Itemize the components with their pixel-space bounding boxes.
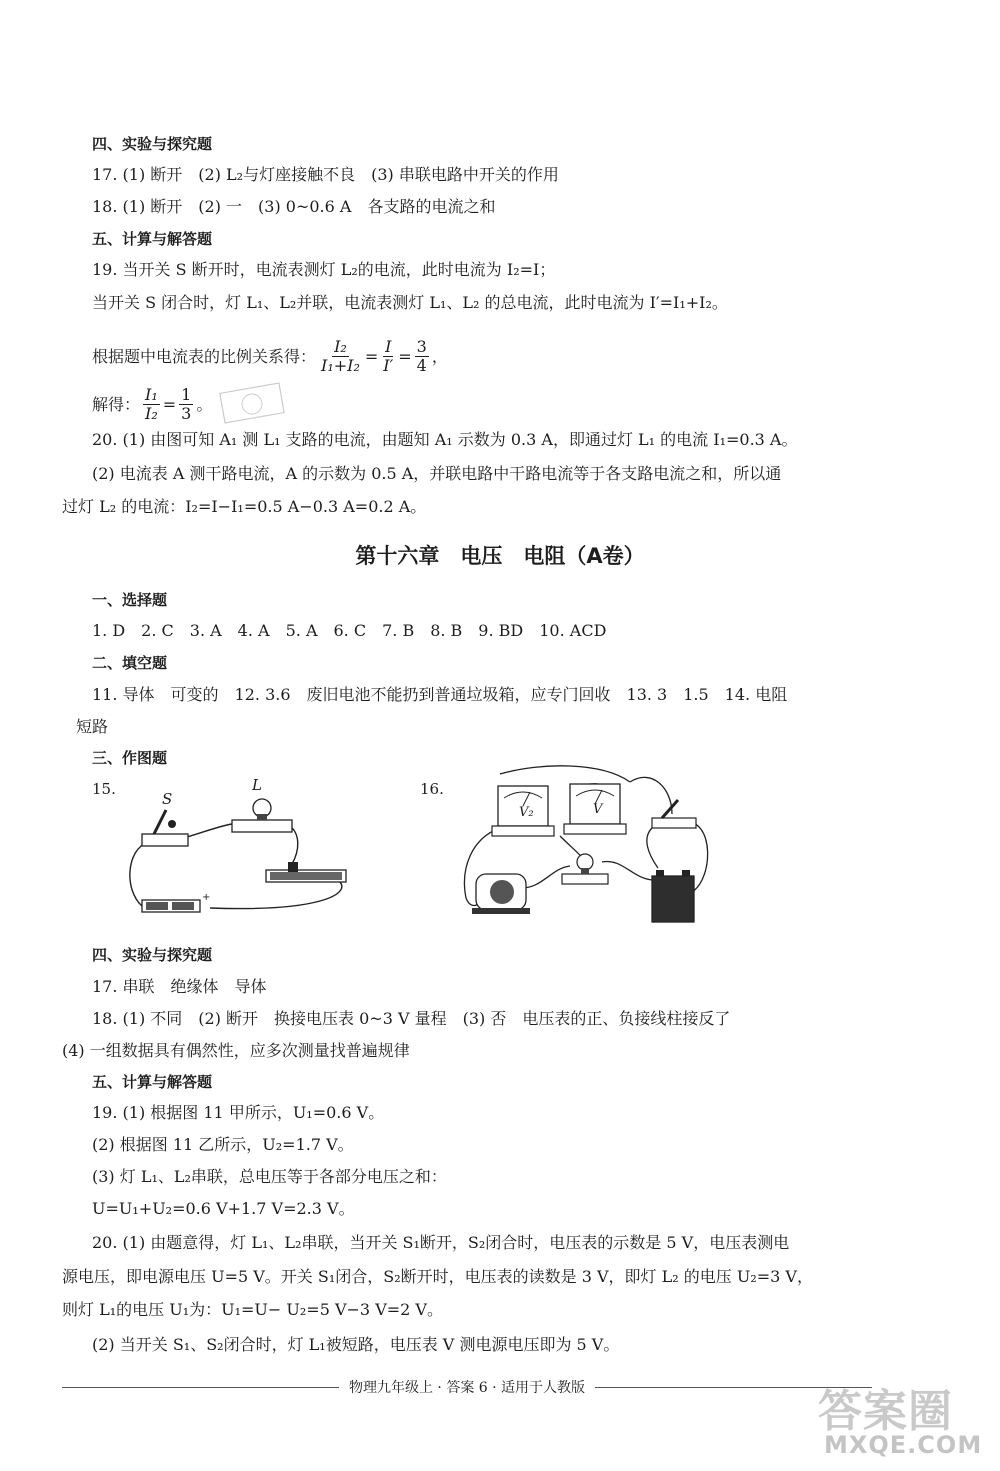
answer-line: 11. 导体 可变的 12. 3.6 废旧电池不能扔到普通垃圾箱，应专门回收 13. 3 1.5 14. 电阻 xyxy=(92,685,788,704)
page-footer xyxy=(62,1376,872,1398)
section-heading: 四、实验与探究题 xyxy=(92,135,213,153)
answer-line: (4) 一组数据具有偶然性，应多次测量找普遍规律 xyxy=(62,1041,410,1060)
equals-sign: = xyxy=(364,346,379,366)
switch-label: S xyxy=(162,790,173,808)
equals-sign: = xyxy=(398,346,412,366)
formula-line xyxy=(92,338,448,375)
watermark-logo xyxy=(810,1375,995,1467)
watermark-text: 答案圈 xyxy=(818,1386,953,1437)
lamp-label: L xyxy=(252,776,262,794)
fraction xyxy=(381,338,395,375)
period: 。 xyxy=(196,394,213,414)
answer-line: (3) 灯 L₁、L₂串联，总电压等于各部分电压之和： xyxy=(92,1167,447,1186)
answer-line: 17. (1) 断开 (2) L₂与灯座接触不良 (3) 串联电路中开关的作用 xyxy=(92,165,559,184)
section-heading: 二、填空题 xyxy=(92,654,168,672)
chapter-title: 第十六章 电压 电阻（A卷） xyxy=(355,544,645,568)
fraction xyxy=(415,338,429,375)
fraction xyxy=(179,386,193,423)
formula-prefix: 解得： xyxy=(92,394,141,414)
answer-line: 20. (1) 由题意得，灯 L₁、L₂串联，当开关 S₁断开，S₂闭合时，电压表的示数是 5 V，电压表测电 xyxy=(92,1233,790,1252)
stamp-icon xyxy=(208,382,298,432)
voltmeter-v-label: V xyxy=(593,802,603,817)
footer-rule xyxy=(62,1387,339,1388)
denominator: I′ xyxy=(383,356,394,375)
answer-line: 20. (1) 由图可知 A₁ 测 L₁ 支路的电流，由题知 A₁ 示数为 0.3 A，即通过灯 L₁ 的电流 I₁=0.3 A。 xyxy=(92,430,798,449)
denominator: 4 xyxy=(416,356,427,375)
section-heading: 五、计算与解答题 xyxy=(92,230,213,248)
answer-line: 17. 串联 绝缘体 导体 xyxy=(92,977,267,996)
fraction xyxy=(143,386,160,423)
figure-label: 15. xyxy=(92,780,116,798)
svg-text:+: + xyxy=(202,892,211,903)
denominator: I₂ xyxy=(145,404,158,423)
figure-label: 16. xyxy=(420,780,444,798)
numerator: 3 xyxy=(416,337,427,356)
answer-line: 19. 当开关 S 断开时，电流表测灯 L₂的电流，此时电流为 I₂=I； xyxy=(92,260,556,279)
numerator: 1 xyxy=(181,385,192,404)
numerator: I₂ xyxy=(334,337,347,356)
denominator: 3 xyxy=(181,404,192,423)
answer-line: 源电压，即电源电压 U=5 V。开关 S₁闭合，S₂断开时，电压表的读数是 3 V，即灯 L₂ 的电压 U₂=3 V， xyxy=(62,1267,813,1286)
circuit-diagram-15 xyxy=(120,790,360,920)
answer-line: (2) 根据图 11 乙所示，U₂=1.7 V。 xyxy=(92,1135,354,1154)
formula-prefix: 根据题中电流表的比例关系得： xyxy=(92,346,317,366)
answer-line: 短路 xyxy=(76,717,109,736)
section-heading: 一、选择题 xyxy=(92,591,168,609)
watermark-url: MXQE.COM xyxy=(824,1431,983,1459)
section-heading: 五、计算与解答题 xyxy=(92,1073,213,1091)
circuit-diagram-16 xyxy=(452,758,722,938)
answer-line: 18. (1) 断开 (2) 一 (3) 0~0.6 A 各支路的电流之和 xyxy=(92,197,496,216)
equals-sign: = xyxy=(162,394,177,414)
answer-line: 19. (1) 根据图 11 甲所示，U₁=0.6 V。 xyxy=(92,1103,385,1122)
section-heading: 四、实验与探究题 xyxy=(92,946,213,964)
footer-text: 物理九年级上 · 答案 6 · 适用于人教版 xyxy=(348,1380,586,1396)
comma: ， xyxy=(431,346,448,366)
voltmeter-v2-label: V₂ xyxy=(519,805,534,820)
answer-line: 过灯 L₂ 的电流：I₂=I−I₁=0.5 A−0.3 A=0.2 A。 xyxy=(62,497,427,516)
numerator: I xyxy=(385,337,392,356)
formula-line xyxy=(92,386,212,423)
section-heading: 三、作图题 xyxy=(92,749,168,767)
answer-line: 当开关 S 闭合时，灯 L₁、L₂并联，电流表测灯 L₁、L₂ 的总电流，此时电流为 I′=I₁+I₂。 xyxy=(92,293,728,312)
answer-line: (2) 当开关 S₁、S₂闭合时，灯 L₁被短路，电压表 V 测电源电压即为 5 V。 xyxy=(92,1335,620,1354)
fraction xyxy=(319,338,362,375)
numerator: I₁ xyxy=(145,385,158,404)
answer-line: 1. D 2. C 3. A 4. A 5. A 6. C 7. B 8. B 9. BD 10. ACD xyxy=(92,621,607,640)
answer-line: U=U₁+U₂=0.6 V+1.7 V=2.3 V。 xyxy=(92,1199,355,1218)
answer-line: (2) 电流表 A 测干路电流，A 的示数为 0.5 A，并联电路中干路电流等于各支路电流之和，所以通 xyxy=(92,464,782,483)
answer-line: 则灯 L₁的电压 U₁为：U₁=U− U₂=5 V−3 V=2 V。 xyxy=(62,1300,443,1319)
answer-line: 18. (1) 不同 (2) 断开 换接电压表 0~3 V 量程 (3) 否 电压表的正、负接线柱接反了 xyxy=(92,1009,731,1028)
denominator: I₁+I₂ xyxy=(321,356,360,375)
